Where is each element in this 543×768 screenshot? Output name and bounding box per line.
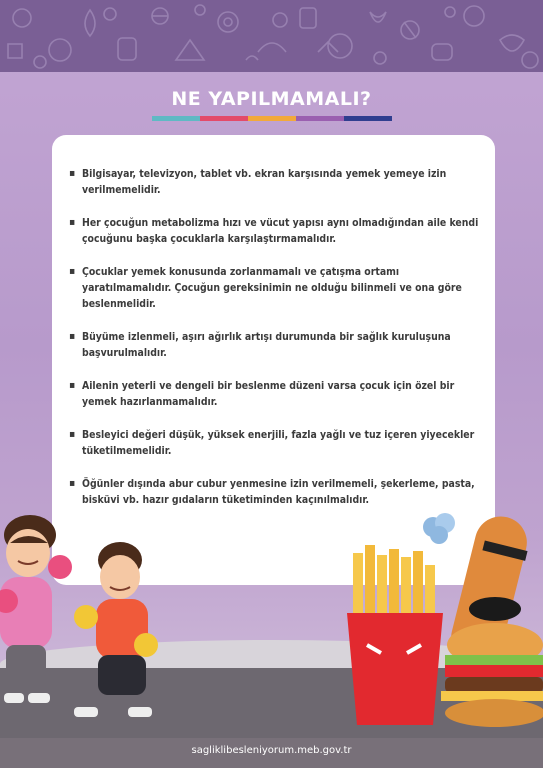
underline-segment-navy: [344, 116, 392, 121]
fries-character: [347, 545, 443, 725]
bullet-icon: ▪: [69, 380, 76, 391]
title-underline: [152, 116, 392, 121]
bullet-icon: ▪: [69, 217, 76, 228]
junk-food-illustration: [345, 505, 543, 730]
bullet-icon: ▪: [69, 478, 76, 489]
underline-segment-purple: [296, 116, 344, 121]
list-item: ▪ Bilgisayar, televizyon, tablet vb. ekran karşısında yemek yemeye izin verilmemelidir.: [69, 168, 447, 196]
bullet-icon: ▪: [69, 331, 76, 342]
bullet-icon: ▪: [69, 266, 76, 277]
list-item: ▪ Çocuklar yemek konusunda zorlanmamalı ve çatışma ortamı yaratılmamalıdır. Çocuğun gereksinimin ne olduğu bilinmeli ve ona göre beslenmelidir.: [69, 266, 462, 310]
kid-pink-shirt: [0, 515, 72, 703]
underline-segment-orange: [248, 116, 296, 121]
list-item: ▪ Öğünler dışında abur cubur yenmesine izin verilmemeli, şekerleme, pasta, bisküvi vb. hazır gıdaların tüketiminden kaçınılmalıdır.: [69, 478, 475, 506]
kid-orange-shirt: [74, 542, 158, 717]
boxing-kids-illustration: [0, 505, 180, 730]
list-item: ▪ Her çocuğun metabolizma hızı ve vücut yapısı aynı olmadığından aile kendi çocuğunu başka çocuklarla karşılaştırmamalıdır.: [69, 217, 479, 245]
food-doodle-pattern: [0, 0, 543, 72]
header-pattern-band: [0, 0, 543, 72]
bullet-icon: ▪: [69, 429, 76, 440]
bullet-icon: ▪: [69, 168, 76, 179]
burger-character: [441, 623, 543, 727]
underline-segment-pink: [200, 116, 248, 121]
steam-cloud-icon: [423, 513, 455, 544]
underline-segment-teal: [152, 116, 200, 121]
list-item: ▪ Büyüme izlenmeli, aşırı ağırlık artışı durumunda bir sağlık kuruluşuna başvurulmalıdır.: [69, 331, 451, 359]
page-title: NE YAPILMAMALI?: [171, 88, 372, 110]
footer-url: sagliklibesleniyorum.meb.gov.tr: [191, 745, 352, 756]
list-item: ▪ Ailenin yeterli ve dengeli bir beslenme düzeni varsa çocuk için özel bir yemek hazırlanmamalıdır.: [69, 380, 455, 408]
advice-list: [68, 166, 482, 525]
list-item: ▪ Besleyici değeri düşük, yüksek enerjili, fazla yağlı ve tuz içeren yiyecekler tüketilmemelidir.: [69, 429, 475, 457]
